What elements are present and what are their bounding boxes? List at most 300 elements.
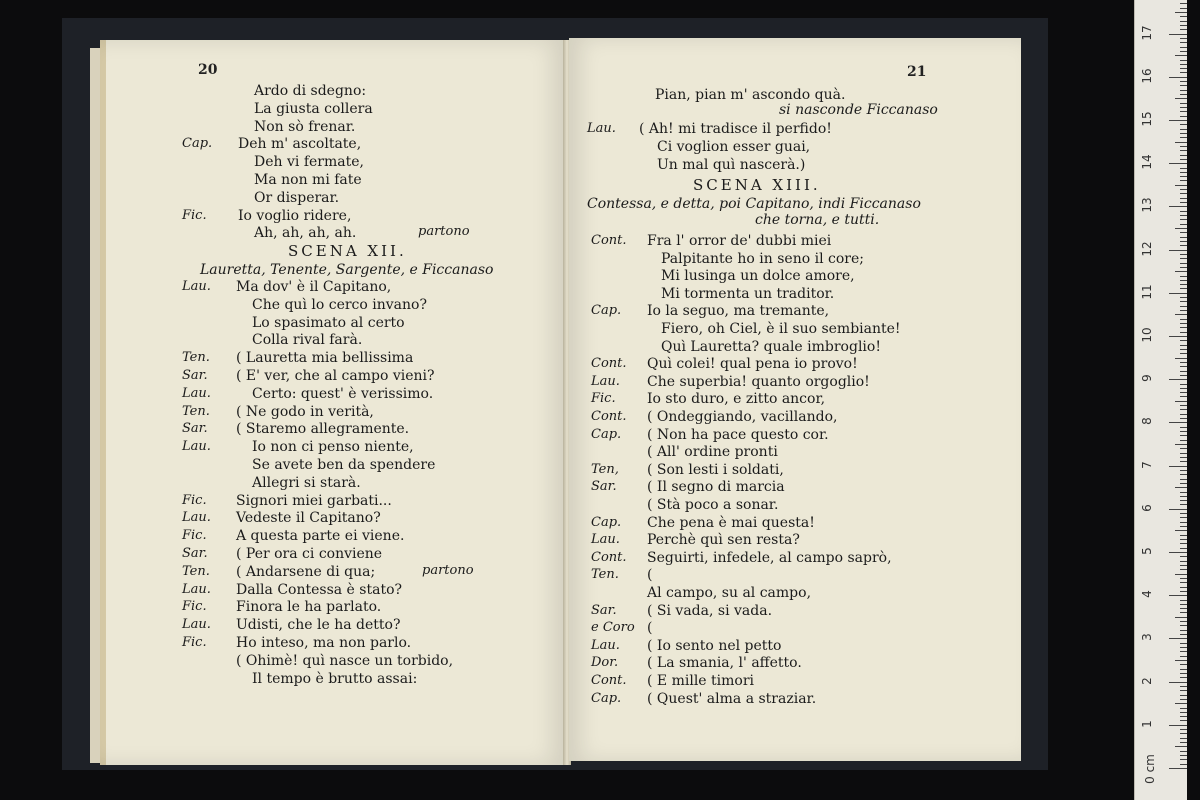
speaker-label: Cap.	[182, 136, 213, 152]
ruler-tick	[1180, 16, 1187, 17]
scene-title-left: SCENA XII.	[288, 242, 407, 260]
ruler-tick	[1175, 401, 1187, 402]
verse-line: Quì colei! qual pena io provo!	[647, 356, 858, 373]
ruler-tick	[1169, 379, 1187, 380]
verse-line: Il tempo è brutto assai:	[252, 670, 418, 687]
ruler-tick	[1169, 293, 1187, 294]
ruler-tick	[1180, 21, 1187, 22]
ruler-tick	[1180, 254, 1187, 255]
speaker-label: Lau.	[182, 581, 211, 597]
ruler-tick	[1180, 94, 1187, 95]
ruler-tick	[1180, 146, 1187, 147]
ruler-tick	[1180, 677, 1187, 678]
ruler-tick	[1180, 340, 1187, 341]
ruler-tick	[1175, 617, 1187, 618]
verse-line: Certo: quest' è verissimo.	[252, 385, 434, 402]
page-number-right: 21	[907, 64, 927, 80]
ruler-tick	[1175, 142, 1187, 143]
ruler-tick	[1180, 245, 1187, 246]
speaker-label: Cap.	[591, 426, 622, 442]
ruler-tick	[1180, 686, 1187, 687]
ruler-number: 12	[1140, 240, 1154, 257]
scene-characters-right-2: che torna, e tutti.	[755, 212, 880, 228]
ruler-tick	[1180, 535, 1187, 536]
ruler-tick	[1180, 180, 1187, 181]
ruler-tick	[1180, 517, 1187, 518]
verse-line: Signori miei garbati...	[236, 492, 392, 509]
verse-line: ( Staremo allegramente.	[236, 421, 410, 438]
speaker-label: Ten.	[182, 350, 210, 366]
ruler-tick	[1175, 12, 1187, 13]
verse-line: Ho inteso, ma non parlo.	[236, 635, 412, 651]
scene-characters-right-1: Contessa, e detta, poi Capitano, indi Ficcanaso	[587, 196, 921, 212]
verse-line: Seguirti, infedele, al campo saprò,	[647, 549, 892, 566]
ruler-tick	[1180, 29, 1187, 30]
ruler-number: 3	[1140, 633, 1154, 642]
speaker-label: Lau.	[591, 532, 620, 548]
ruler-tick	[1180, 513, 1187, 514]
verse-line: Or disperar.	[254, 189, 340, 206]
verse-line: ( Non ha pace questo cor.	[647, 426, 829, 443]
ruler-tick	[1180, 496, 1187, 497]
ruler-tick	[1180, 111, 1187, 112]
ruler-tick	[1180, 716, 1187, 717]
ruler-tick	[1180, 202, 1187, 203]
ruler-tick	[1180, 600, 1187, 601]
ruler-tick	[1180, 280, 1187, 281]
ruler-tick	[1180, 116, 1187, 117]
verse-line: La giusta collera	[254, 100, 373, 117]
ruler-tick	[1180, 656, 1187, 657]
verse-line: Perchè quì sen resta?	[647, 532, 800, 549]
speaker-label: Cont.	[591, 356, 627, 372]
ruler-tick	[1180, 500, 1187, 501]
speaker-label: Sar.	[182, 421, 208, 437]
ruler-tick	[1180, 263, 1187, 264]
speaker-label: Ten.	[591, 567, 619, 583]
ruler-tick	[1180, 479, 1187, 480]
ruler-tick	[1180, 414, 1187, 415]
verse-line: Lo spasimato al certo	[252, 314, 405, 331]
ruler-tick	[1180, 396, 1187, 397]
ruler-tick	[1180, 25, 1187, 26]
verse-line: Ma non mi fate	[254, 172, 362, 188]
ruler-tick	[1175, 314, 1187, 315]
ruler-tick	[1180, 258, 1187, 259]
ruler-tick	[1180, 759, 1187, 760]
ruler-number: 13	[1140, 197, 1154, 214]
ruler-tick	[1180, 669, 1187, 670]
verse-line: Mi tormenta un traditor.	[661, 285, 835, 302]
speaker-label: Lau.	[591, 373, 620, 389]
speaker-label: Sar.	[182, 546, 208, 561]
ruler-tick	[1175, 271, 1187, 272]
ruler-tick	[1180, 150, 1187, 151]
verse-line: Che superbia! quanto orgoglio!	[647, 373, 870, 390]
ruler-tick	[1180, 60, 1187, 61]
ruler-tick	[1180, 470, 1187, 471]
ruler-tick	[1180, 751, 1187, 752]
scene-characters-left: Lauretta, Tenente, Sargente, e Ficcanaso	[200, 262, 494, 278]
ruler-tick	[1180, 483, 1187, 484]
ruler-tick	[1180, 457, 1187, 458]
ruler-tick	[1180, 137, 1187, 138]
verse-line: Fra l' orror de' dubbi miei	[647, 233, 832, 249]
verse-line: ( La smania, l' affetto.	[647, 655, 802, 672]
ruler-tick	[1175, 98, 1187, 99]
ruler-tick	[1175, 660, 1187, 661]
ruler-tick	[1180, 301, 1187, 302]
speaker-label: Lau.	[182, 439, 211, 455]
ruler-tick	[1180, 647, 1187, 648]
ruler-number: 7	[1140, 460, 1154, 469]
speaker-label: Lau.	[587, 121, 616, 136]
speaker-label: Ten.	[182, 563, 210, 579]
verse-line: ( Ne godo in verità,	[236, 403, 374, 420]
ruler-tick	[1180, 319, 1187, 320]
right-page	[569, 38, 1021, 761]
verse-line: (	[647, 620, 653, 637]
ruler-tick	[1180, 129, 1187, 130]
ruler-tick	[1180, 384, 1187, 385]
verse-line: Palpitante ho in seno il core;	[661, 250, 864, 267]
ruler-tick	[1180, 288, 1187, 289]
ruler-tick	[1175, 530, 1187, 531]
verse-line: ( Si vada, si vada.	[647, 602, 773, 619]
verse-line: Udisti, che le ha detto?	[236, 617, 401, 634]
verse-line: Io la seguo, ma tremante,	[647, 303, 830, 320]
ruler-tick	[1180, 189, 1187, 190]
verse-line: Io sto duro, e zitto ancor,	[647, 391, 826, 408]
ruler-number: 16	[1140, 68, 1154, 84]
ruler-tick	[1180, 68, 1187, 69]
ruler-tick	[1180, 453, 1187, 454]
ruler-tick	[1180, 241, 1187, 242]
ruler-tick	[1180, 742, 1187, 743]
speaker-label: Ten,	[591, 461, 619, 477]
verse-line: ( E mille timori	[647, 673, 755, 689]
verse-line: ( Stà poco a sonar.	[647, 497, 779, 513]
ruler-tick	[1169, 34, 1187, 35]
ruler-tick	[1180, 492, 1187, 493]
ruler-tick	[1180, 587, 1187, 588]
ruler-tick	[1180, 733, 1187, 734]
ruler-tick	[1175, 444, 1187, 445]
ruler-tick	[1180, 699, 1187, 700]
ruler-tick	[1180, 276, 1187, 277]
left-page	[100, 40, 566, 765]
ruler-number: 1	[1140, 719, 1154, 728]
ruler-tick	[1180, 332, 1187, 333]
ruler-tick	[1180, 708, 1187, 709]
ruler-tick	[1180, 3, 1187, 4]
ruler-tick	[1180, 215, 1187, 216]
scene-title-right: SCENA XIII.	[693, 176, 821, 194]
ruler-tick	[1180, 90, 1187, 91]
ruler-tick	[1180, 323, 1187, 324]
verse-line: Un mal quì nascerà.)	[657, 157, 806, 173]
ruler-number: 10	[1140, 327, 1154, 343]
ruler-tick	[1180, 38, 1187, 39]
ruler-tick	[1169, 466, 1187, 467]
speaker-label: Dor.	[591, 655, 619, 671]
ruler-tick	[1180, 64, 1187, 65]
speaker-label: Sar.	[591, 479, 617, 495]
verse-line: Che pena è mai questa!	[647, 514, 815, 531]
verse-line: ( Andarsene di qua;	[236, 563, 376, 580]
ruler-tick	[1180, 720, 1187, 721]
verse-line: Non sò frenar.	[254, 118, 356, 135]
ruler-tick	[1180, 621, 1187, 622]
ruler-tick	[1180, 107, 1187, 108]
ruler-tick	[1180, 673, 1187, 674]
ruler-tick	[1175, 358, 1187, 359]
verse-line: ( Ondeggiando, vacillando,	[647, 409, 838, 425]
ruler-tick	[1175, 228, 1187, 229]
verse-line: ( All' ordine pronti	[647, 444, 778, 461]
ruler-tick	[1180, 409, 1187, 410]
ruler-tick	[1180, 695, 1187, 696]
verse-line: Ardo di sdegno:	[254, 83, 367, 99]
speaker-label: Fic.	[182, 207, 207, 223]
ruler-tick	[1180, 548, 1187, 549]
ruler-tick	[1180, 578, 1187, 579]
ruler-tick	[1180, 664, 1187, 665]
ruler-tick	[1180, 345, 1187, 346]
verse-line: Io voglio ridere,	[238, 207, 352, 224]
verse-line: Deh m' ascoltate,	[238, 136, 362, 153]
verse-line: ( Ohimè! quì nasce un torbido,	[236, 652, 454, 669]
verse-line: Dalla Contessa è stato?	[236, 581, 403, 598]
ruler-tick	[1180, 159, 1187, 160]
ruler-tick	[1169, 595, 1187, 596]
ruler-number: 11	[1140, 284, 1154, 300]
ruler-tick	[1180, 651, 1187, 652]
ruler-tick	[1180, 310, 1187, 311]
ruler-tick	[1169, 509, 1187, 510]
ruler-tick	[1169, 422, 1187, 423]
verse-line: A questa parte ei viene.	[236, 528, 405, 545]
ruler-number: 15	[1140, 111, 1154, 127]
ruler-number: 9	[1140, 374, 1154, 383]
ruler-tick	[1180, 427, 1187, 428]
speaker-label: Fic.	[182, 635, 207, 650]
verse-line: ( Lauretta mia bellissima	[236, 350, 414, 367]
ruler-number: 4	[1140, 590, 1154, 599]
ruler-tick	[1169, 77, 1187, 78]
speaker-label: Fic.	[591, 391, 616, 407]
ruler-tick	[1180, 349, 1187, 350]
ruler-number: 14	[1140, 154, 1154, 170]
ruler-tick	[1169, 120, 1187, 121]
ruler-tick	[1180, 198, 1187, 199]
ruler-number: 5	[1140, 547, 1154, 555]
verse-line: Ah, ah, ah, ah.	[254, 225, 357, 242]
verse-line: Io non ci penso niente,	[252, 439, 414, 456]
ruler-tick	[1169, 163, 1187, 164]
ruler-tick	[1180, 375, 1187, 376]
ruler-tick	[1180, 461, 1187, 462]
measuring-ruler	[1134, 0, 1187, 800]
ruler-tick	[1180, 431, 1187, 432]
verse-line: Vedeste il Capitano?	[236, 510, 381, 527]
speaker-label: Fic.	[182, 528, 207, 544]
ruler-tick	[1180, 124, 1187, 125]
ruler-tick	[1180, 392, 1187, 393]
ruler-tick	[1175, 703, 1187, 704]
ruler-tick	[1180, 643, 1187, 644]
ruler-tick	[1180, 353, 1187, 354]
ruler-tick	[1180, 81, 1187, 82]
ruler-tick	[1180, 51, 1187, 52]
ruler-number: 8	[1140, 417, 1154, 426]
right-top-stage: si nasconde Ficcanaso	[779, 102, 938, 118]
ruler-tick	[1180, 565, 1187, 566]
speaker-label: Cont.	[591, 233, 627, 248]
ruler-number: 17	[1140, 24, 1154, 41]
ruler-tick	[1180, 556, 1187, 557]
speaker-label: Fic.	[182, 599, 207, 615]
verse-line: Deh vi fermate,	[254, 154, 364, 171]
verse-line: Quì Lauretta? quale imbroglio!	[661, 338, 881, 355]
ruler-tick	[1180, 612, 1187, 613]
speaker-label: Lau.	[182, 385, 211, 401]
ruler-tick	[1169, 206, 1187, 207]
ruler-tick	[1180, 362, 1187, 363]
ruler-tick	[1180, 634, 1187, 635]
verse-line: Se avete ben da spendere	[252, 457, 436, 473]
ruler-tick	[1180, 297, 1187, 298]
ruler-tick	[1180, 608, 1187, 609]
ruler-tick	[1180, 219, 1187, 220]
verse-line: Colla rival farà.	[252, 332, 363, 349]
speaker-label: Lau.	[182, 617, 211, 633]
ruler-tick	[1180, 103, 1187, 104]
ruler-tick	[1169, 638, 1187, 639]
ruler-tick	[1180, 85, 1187, 86]
ruler-tick	[1180, 237, 1187, 238]
ruler-tick	[1180, 371, 1187, 372]
verse-line: ( Io sento nel petto	[647, 637, 782, 654]
ruler-tick	[1180, 8, 1187, 9]
ruler-tick	[1180, 630, 1187, 631]
ruler-tick	[1180, 526, 1187, 527]
ruler-tick	[1180, 366, 1187, 367]
ruler-tick	[1169, 250, 1187, 251]
verse-line: Finora le ha parlato.	[236, 599, 382, 616]
ruler-tick	[1180, 224, 1187, 225]
ruler-tick	[1180, 155, 1187, 156]
ruler-tick	[1180, 504, 1187, 505]
verse-line: Ci voglion esser guai,	[657, 139, 811, 155]
ruler-tick	[1175, 55, 1187, 56]
verse-line: ( Son lesti i soldati,	[647, 461, 784, 478]
ruler-tick	[1180, 474, 1187, 475]
ruler-tick	[1180, 561, 1187, 562]
verse-line: ( E' ver, che al campo vieni?	[236, 368, 435, 384]
ruler-tick	[1180, 738, 1187, 739]
ruler-tick	[1180, 172, 1187, 173]
ruler-tick	[1180, 755, 1187, 756]
ruler-tick	[1180, 448, 1187, 449]
speaker-label: Cont.	[591, 673, 627, 688]
verse-line: ( Quest' alma a straziar.	[647, 690, 817, 707]
speaker-label: Cont.	[591, 409, 627, 424]
ruler-tick	[1180, 418, 1187, 419]
verse-line: Allegri si starà.	[252, 474, 361, 491]
ruler-tick	[1180, 435, 1187, 436]
ruler-tick	[1169, 552, 1187, 553]
ruler-tick	[1180, 284, 1187, 285]
ruler-tick	[1180, 176, 1187, 177]
ruler-number: 6	[1140, 503, 1154, 512]
ruler-tick	[1169, 336, 1187, 337]
speaker-label: Lau.	[591, 637, 620, 653]
verse-line: Ma dov' è il Capitano,	[236, 279, 392, 295]
speaker-label: Lau.	[182, 510, 211, 526]
speaker-label: e Coro	[591, 620, 635, 636]
ruler-tick	[1180, 582, 1187, 583]
ruler-tick	[1180, 543, 1187, 544]
stage-direction: partono	[418, 224, 470, 240]
ruler-tick	[1180, 690, 1187, 691]
ruler-tick	[1180, 47, 1187, 48]
ruler-tick	[1180, 522, 1187, 523]
speaker-label: Lau.	[182, 279, 211, 294]
ruler-tick	[1180, 306, 1187, 307]
ruler-tick	[1175, 487, 1187, 488]
ruler-tick	[1180, 72, 1187, 73]
ruler-tick	[1180, 712, 1187, 713]
speaker-label: Cap.	[591, 303, 622, 319]
ruler-tick	[1180, 440, 1187, 441]
ruler-tick	[1180, 211, 1187, 212]
speaker-label: Sar.	[182, 368, 208, 383]
verse-line: Al campo, su al campo,	[647, 585, 812, 601]
right-top-line: Pian, pian m' ascondo quà.	[655, 87, 846, 103]
ruler-tick	[1180, 193, 1187, 194]
speaker-label: Ten.	[182, 403, 210, 419]
ruler-tick	[1180, 591, 1187, 592]
ruler-number: 2	[1140, 676, 1154, 685]
speaker-label: Fic.	[182, 492, 207, 508]
ruler-unit-label: 0 cm	[1143, 754, 1157, 784]
speaker-label: Cont.	[591, 549, 627, 565]
ruler-tick	[1180, 168, 1187, 169]
ruler-tick	[1169, 682, 1187, 683]
ruler-tick	[1180, 267, 1187, 268]
ruler-tick	[1180, 539, 1187, 540]
ruler-tick	[1180, 133, 1187, 134]
speaker-label: Sar.	[591, 602, 617, 618]
ruler-tick	[1180, 232, 1187, 233]
verse-line: ( Il segno di marcia	[647, 479, 785, 496]
ruler-tick	[1175, 185, 1187, 186]
page-number-left: 20	[198, 62, 218, 78]
ruler-tick	[1180, 327, 1187, 328]
verse-line: Che quì lo cerco invano?	[252, 296, 427, 313]
stage-direction: partono	[422, 562, 474, 578]
ruler-tick	[1180, 604, 1187, 605]
verse-line: (	[647, 567, 653, 584]
ruler-tick	[1180, 405, 1187, 406]
verse-line: ( Per ora ci conviene	[236, 546, 383, 562]
ruler-tick	[1175, 746, 1187, 747]
ruler-tick	[1180, 42, 1187, 43]
ruler-tick	[1180, 569, 1187, 570]
ruler-tick	[1169, 768, 1187, 769]
ruler-tick	[1169, 725, 1187, 726]
